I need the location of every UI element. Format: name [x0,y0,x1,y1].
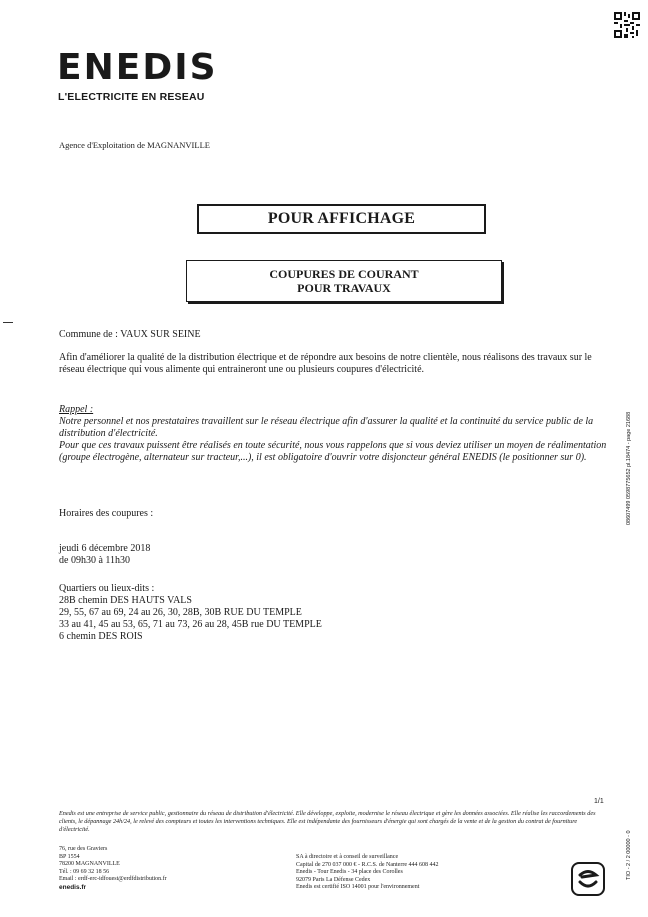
intro-paragraph: Afin d'améliorer la qualité de la distribution électrique et de répondre aux besoins de notre clientèle, nous réalisons des travaux sur le réseau électrique qui vous alimente qui entraineront une ou plusieurs coupures d'électricité. [59,352,592,375]
notice-subtitle-line2: POUR TRAVAUX [297,281,391,295]
list-item: 28B chemin DES HAUTS VALS [59,595,192,606]
quartiers-label: Quartiers ou lieux-dits : [59,583,155,594]
agency-name: Agence d'Exploitation de MAGNANVILLE [59,140,210,150]
qr-code [614,12,640,38]
list-item: 6 chemin DES ROIS [59,631,143,642]
company-line: SA à directoire et à conseil de surveillance [296,854,399,860]
outage-schedule [59,543,150,567]
list-item: 33 au 41, 45 au 53, 65, 71 au 73, 26 au 28, 45B rue DU TEMPLE [59,619,322,630]
side-reference-text: 08607499 0598775652 pl.18474 - page 21688 [626,411,632,525]
website: enedis.fr [59,883,87,891]
company-line: Capital de 270 037 000 € - R.C.S. de Nanterre 444 608 442 [296,861,439,868]
company-line: Enedis est certifié ISO 14001 pour l'environnement [296,884,420,891]
enedis-logo: ENEDIS [57,47,218,88]
outage-date: jeudi 6 décembre 2018 [59,543,151,554]
commune: Commune de : VAUX SUR SEINE [59,329,201,340]
address-line: Tél. : 09 69 32 18 56 [59,868,110,875]
page-number: 1/1 [594,798,604,805]
address-line: BP 1554 [59,853,80,860]
company-line: 92079 Paris La Défense Cedex [296,876,371,883]
outage-time: de 09h30 à 11h30 [59,555,131,566]
list-item: 29, 55, 67 au 69, 24 au 26, 30, 28B, 30B RUE DU TEMPLE [59,607,302,618]
company-line: Enedis - Tour Enedis - 34 place des Corolles [296,869,403,876]
places-list [59,595,322,643]
notice-subtitle-box [186,260,502,302]
horaires-label: Horaires des coupures : [59,508,154,519]
rappel-title: Rappel : [59,404,94,415]
rappel-text [59,416,619,464]
address-line: 78200 MAGNANVILLE [59,861,120,868]
notice-title: POUR AFFICHAGE [267,210,416,227]
rappel-paragraph-1: Notre personnel et nos prestataires travaillent sur le réseau électrique afin d'assurer la qualité et la continuité du service public de la distribution d'électricité. [59,416,594,439]
rappel-paragraph-2: Pour que ces travaux puissent être réalisés en toute sécurité, nous vous rappelons que si vous deviez utiliser un moyen de réalimentation (groupe électrogène, alternateur sur tracteur,...), il est obligatoire d'ouvrir votre disjoncteur général ENEDIS (le positionner sur 0). [59,440,607,463]
address-line: Email : erdf-erc-idfouest@erdfdistribution.fr [59,876,167,883]
company-info [296,854,438,892]
notice-subtitle-line1: COUPURES DE COURANT [269,267,419,281]
enedis-emblem-icon [571,862,605,896]
agency-address [59,846,167,892]
margin-mark [3,322,13,323]
logo-tagline: L'ELECTRICITE EN RESEAU [58,91,205,103]
notice-title-box [197,204,486,234]
footer-disclaimer: Enedis est une entreprise de service public, gestionnaire du réseau de distribution d'électricité. Elle développe, exploite, modernise le réseau électrique et gère les données associées. Elle réalise les raccordements des clients, le dépannage 24h/24, le relevé des compteurs et toutes les interventions techniques. Elle est indépendante des fournisseurs d'énergie qui sont chargés de la vente et de la gestion du contrat de fourniture d'électricité. [59,810,596,833]
address-line: 76, rue des Graviers [59,846,108,852]
side-reference-code-2: TIO - 2 / 2 00000 - 0 [626,830,632,880]
